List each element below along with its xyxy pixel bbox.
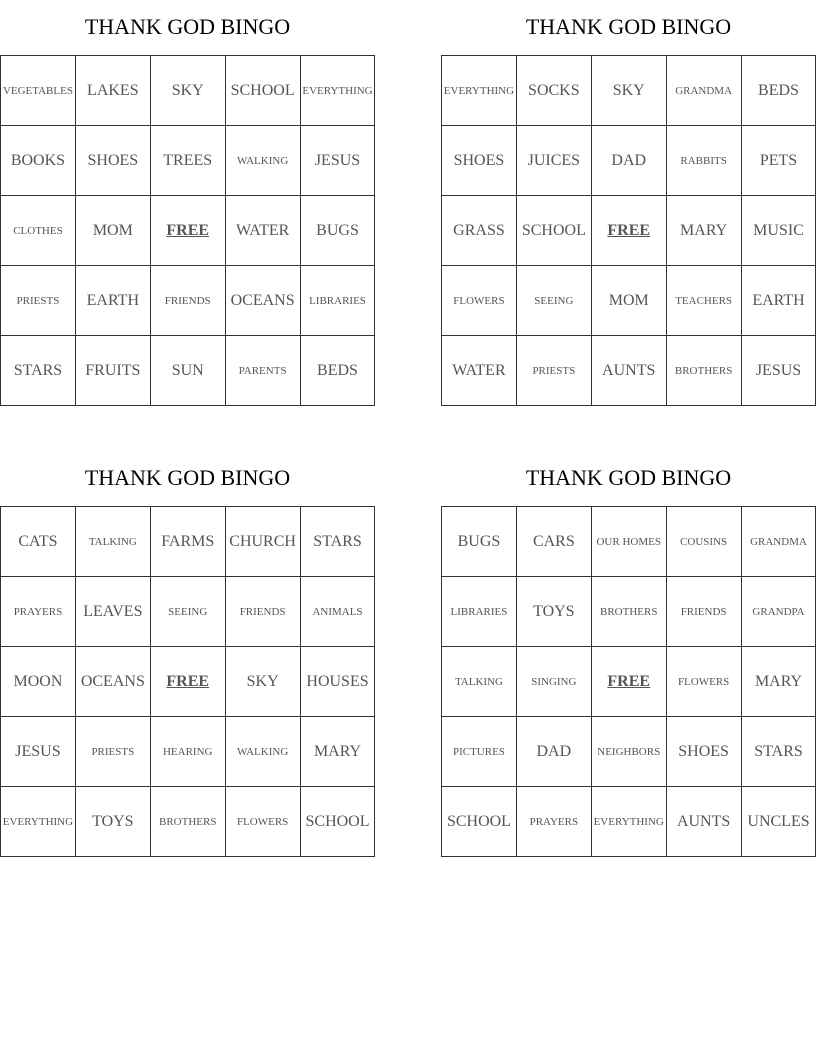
bingo-cell: COUSINS xyxy=(667,507,742,577)
bingo-cell: WATER xyxy=(226,196,301,266)
bingo-cell: HEARING xyxy=(151,717,226,787)
bingo-cell: SOCKS xyxy=(517,56,592,126)
bingo-grid xyxy=(441,506,816,857)
bingo-cell: EVERYTHING xyxy=(301,56,376,126)
bingo-cell: JESUS xyxy=(301,126,376,196)
bingo-cell: BROTHERS xyxy=(592,577,667,647)
bingo-cell: DAD xyxy=(592,126,667,196)
bingo-cell: EVERYTHING xyxy=(592,787,667,857)
bingo-cell: PICTURES xyxy=(442,717,517,787)
bingo-cell: TREES xyxy=(151,126,226,196)
bingo-cell: OUR HOMES xyxy=(592,507,667,577)
bingo-cell: BROTHERS xyxy=(151,787,226,857)
bingo-cell: EARTH xyxy=(76,266,151,336)
bingo-cell: MARY xyxy=(742,647,816,717)
free-space: FREE xyxy=(151,647,226,717)
bingo-cell: RABBITS xyxy=(667,126,742,196)
bingo-cell: STARS xyxy=(301,507,376,577)
free-space: FREE xyxy=(592,647,667,717)
free-space: FREE xyxy=(151,196,226,266)
bingo-cell: EVERYTHING xyxy=(442,56,517,126)
bingo-cell: MOON xyxy=(1,647,76,717)
bingo-cell: GRANDPA xyxy=(742,577,816,647)
bingo-cell: BUGS xyxy=(301,196,376,266)
bingo-cell: SCHOOL xyxy=(301,787,376,857)
bingo-cell: PRAYERS xyxy=(1,577,76,647)
bingo-cell: BEDS xyxy=(301,336,376,406)
card-title: THANK GOD BINGO xyxy=(525,465,732,490)
bingo-cell: JESUS xyxy=(742,336,816,406)
free-space: FREE xyxy=(592,196,667,266)
bingo-cell: UNCLES xyxy=(742,787,816,857)
bingo-cell: WALKING xyxy=(226,717,301,787)
bingo-cell: WALKING xyxy=(226,126,301,196)
bingo-cell: FRUITS xyxy=(76,336,151,406)
bingo-grid xyxy=(0,506,375,857)
bingo-cell: MARY xyxy=(667,196,742,266)
bingo-cell: FRIENDS xyxy=(226,577,301,647)
bingo-cell: PARENTS xyxy=(226,336,301,406)
bingo-cell: GRASS xyxy=(442,196,517,266)
bingo-cell: SEEING xyxy=(517,266,592,336)
bingo-cell: CATS xyxy=(1,507,76,577)
bingo-cell: PRIESTS xyxy=(76,717,151,787)
bingo-cell: MUSIC xyxy=(742,196,816,266)
bingo-cell: BOOKS xyxy=(1,126,76,196)
bingo-card-4 xyxy=(441,451,816,857)
bingo-cell: SKY xyxy=(592,56,667,126)
bingo-cell: FLOWERS xyxy=(226,787,301,857)
bingo-cell: AUNTS xyxy=(667,787,742,857)
bingo-cell: FLOWERS xyxy=(667,647,742,717)
bingo-cell: TOYS xyxy=(76,787,151,857)
bingo-cell: TALKING xyxy=(442,647,517,717)
card-title: THANK GOD BINGO xyxy=(525,14,732,39)
bingo-card-1 xyxy=(0,0,375,406)
bingo-cell: OCEANS xyxy=(226,266,301,336)
bingo-cell: SHOES xyxy=(76,126,151,196)
bingo-cell: STARS xyxy=(1,336,76,406)
bingo-cell: GRANDMA xyxy=(742,507,816,577)
bingo-cell: TOYS xyxy=(517,577,592,647)
bingo-cell: SHOES xyxy=(442,126,517,196)
bingo-cell: AUNTS xyxy=(592,336,667,406)
bingo-cell: MARY xyxy=(301,717,376,787)
bingo-cell: NEIGHBORS xyxy=(592,717,667,787)
bingo-cell: PRAYERS xyxy=(517,787,592,857)
bingo-grid xyxy=(0,55,375,406)
bingo-cell: LIBRARIES xyxy=(301,266,376,336)
bingo-cell: SINGING xyxy=(517,647,592,717)
bingo-cell: JUICES xyxy=(517,126,592,196)
bingo-cell: STARS xyxy=(742,717,816,787)
bingo-cell: PRIESTS xyxy=(1,266,76,336)
bingo-cell: JESUS xyxy=(1,717,76,787)
bingo-cell: SUN xyxy=(151,336,226,406)
bingo-cell: BUGS xyxy=(442,507,517,577)
card-title: THANK GOD BINGO xyxy=(84,14,291,39)
bingo-cell: PETS xyxy=(742,126,816,196)
bingo-cell: SKY xyxy=(151,56,226,126)
bingo-cell: BROTHERS xyxy=(667,336,742,406)
bingo-cell: MOM xyxy=(76,196,151,266)
card-title: THANK GOD BINGO xyxy=(84,465,291,490)
bingo-cell: CARS xyxy=(517,507,592,577)
bingo-cell: EARTH xyxy=(742,266,816,336)
bingo-cell: FLOWERS xyxy=(442,266,517,336)
bingo-cell: DAD xyxy=(517,717,592,787)
bingo-cell: HOUSES xyxy=(301,647,376,717)
bingo-cell: OCEANS xyxy=(76,647,151,717)
bingo-cell: TALKING xyxy=(76,507,151,577)
bingo-cell: SKY xyxy=(226,647,301,717)
bingo-cell: SCHOOL xyxy=(442,787,517,857)
bingo-cell: LAKES xyxy=(76,56,151,126)
bingo-cell: SEEING xyxy=(151,577,226,647)
bingo-cell: SCHOOL xyxy=(517,196,592,266)
bingo-cell: ANIMALS xyxy=(301,577,376,647)
bingo-cell: VEGETABLES xyxy=(1,56,76,126)
bingo-cell: CLOTHES xyxy=(1,196,76,266)
bingo-cell: WATER xyxy=(442,336,517,406)
bingo-cell: MOM xyxy=(592,266,667,336)
bingo-grid xyxy=(441,55,816,406)
bingo-cell: TEACHERS xyxy=(667,266,742,336)
bingo-cell: SCHOOL xyxy=(226,56,301,126)
bingo-cell: PRIESTS xyxy=(517,336,592,406)
bingo-card-3 xyxy=(0,451,375,857)
bingo-cell: GRANDMA xyxy=(667,56,742,126)
bingo-cell: BEDS xyxy=(742,56,816,126)
bingo-cell: SHOES xyxy=(667,717,742,787)
bingo-cell: FARMS xyxy=(151,507,226,577)
bingo-cell: LIBRARIES xyxy=(442,577,517,647)
bingo-card-2 xyxy=(441,0,816,406)
bingo-cell: EVERYTHING xyxy=(1,787,76,857)
bingo-cell: CHURCH xyxy=(226,507,301,577)
bingo-cell: FRIENDS xyxy=(667,577,742,647)
bingo-cell: LEAVES xyxy=(76,577,151,647)
bingo-cell: FRIENDS xyxy=(151,266,226,336)
